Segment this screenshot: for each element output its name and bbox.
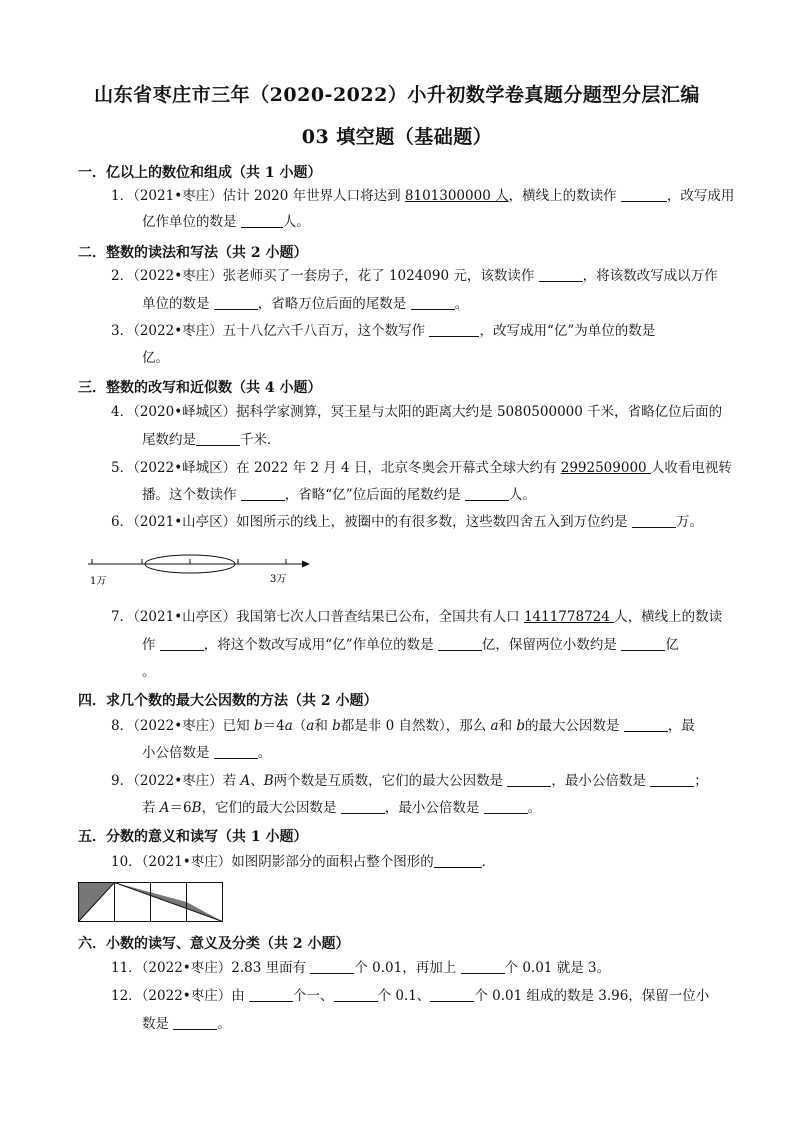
answer-blank[interactable]: [539, 267, 583, 282]
question-12-line-1: 12．（2022•枣庄）由 个一、 个 0.1、 个 0.01 组成的数是 3.96，保留一位小: [111, 988, 710, 1004]
answer-blank[interactable]: [173, 1015, 217, 1030]
question-7-line-1: 7．（2021•山亭区）我国第七次人口普查结果已公布，全国共有人口 1411778724 人，横线上的数读: [111, 609, 723, 625]
question-3-line-1: 3．（2022•枣庄）五十八亿六千八百万，这个数写作 ，改写成用“亿”为单位的数是: [111, 323, 656, 339]
answer-blank[interactable]: [438, 636, 482, 651]
answer-blank[interactable]: [465, 486, 509, 501]
shaded-rectangle-figure: [78, 882, 226, 924]
question-5-line-2: 播。这个数读作 ，省略“亿”位后面的尾数约是 人。: [142, 487, 536, 503]
section-heading-4: 四．求几个数的最大公因数的方法（共 2 小题）: [78, 693, 378, 709]
label-1-wan: 1万: [90, 576, 107, 587]
question-2-line-1: 2．（2022•枣庄）张老师买了一套房子，花了 1024090 元，该数读作 ，将该数改写成以万作: [111, 268, 718, 284]
question-10-line-1: 10．（2021•枣庄）如图阴影部分的面积占整个图形的 ．: [111, 854, 496, 870]
question-12-line-2: 数是 。: [142, 1016, 231, 1032]
question-7-line-3: 。: [142, 664, 156, 680]
answer-blank[interactable]: [196, 431, 240, 446]
answer-blank[interactable]: [341, 799, 385, 814]
question-4-line-2: 尾数约是 千米．: [142, 432, 281, 448]
section-heading-3: 三．整数的改写和近似数（共 4 小题）: [78, 380, 322, 396]
question-8-line-1: 8．（2022•枣庄）已知 b＝4a（a和 b都是非 0 自然数），那么 a和 b的最大公因数是 ，最: [111, 718, 695, 734]
question-8-line-2: 小公倍数是 。: [142, 745, 272, 761]
answer-blank[interactable]: [650, 772, 694, 787]
section-heading-1: 一．亿以上的数位和组成（共 1 小题）: [78, 165, 322, 181]
question-6-line-1: 6．（2021•山亭区）如图所示的线上，被圈中的有很多数，这些数四舍五入到万位约是 万。: [111, 514, 703, 530]
question-9-line-2: 若 A＝6B，它们的最大公因数是 ，最小公倍数是 。: [142, 800, 542, 816]
answer-blank[interactable]: [160, 636, 204, 651]
answer-blank[interactable]: [310, 959, 354, 974]
answer-blank[interactable]: [434, 853, 482, 868]
section-heading-5: 五．分数的意义和读写（共 1 小题）: [78, 829, 308, 845]
answer-blank[interactable]: [241, 213, 283, 228]
question-2-line-2: 单位的数是 ，省略万位后面的尾数是 。: [142, 296, 469, 312]
question-7-line-2: 作 ，将这个数改写成用“亿”作单位的数是 亿，保留两位小数约是 亿: [142, 637, 679, 653]
number-line-figure: [80, 548, 320, 590]
answer-blank[interactable]: [430, 987, 474, 1002]
answer-blank[interactable]: [411, 295, 455, 310]
answer-blank[interactable]: [624, 717, 668, 732]
answer-blank[interactable]: [241, 486, 285, 501]
answer-blank[interactable]: [484, 799, 528, 814]
answer-blank[interactable]: [621, 187, 667, 202]
diagonal-line: [115, 883, 223, 922]
section-heading-6: 六．小数的读写、意义及分类（共 2 小题）: [78, 936, 350, 952]
answer-blank[interactable]: [632, 513, 676, 528]
answer-blank[interactable]: [507, 772, 551, 787]
question-5-line-1: 5．（2022•峄城区）在 2022 年 2 月 4 日，北京冬奥会开幕式全球大约有 2992509000 人收看电视转: [111, 460, 732, 476]
answer-blank[interactable]: [621, 636, 665, 651]
answer-blank[interactable]: [214, 744, 258, 759]
document-title: 山东省枣庄市三年（2020-2022）小升初数学卷真题分题型分层汇编: [94, 84, 700, 106]
arrow-head-icon: [302, 561, 310, 568]
underlined-number: 2992509000: [560, 460, 651, 476]
answer-blank[interactable]: [461, 959, 505, 974]
section-heading-2: 二．整数的读法和写法（共 2 小题）: [78, 245, 308, 261]
question-3-line-2: 亿。: [142, 350, 169, 366]
question-11-line-1: 11．（2022•枣庄）2.83 里面有 个 0.01，再加上 个 0.01 就是 3。: [111, 960, 611, 976]
answer-blank[interactable]: [249, 987, 293, 1002]
answer-blank[interactable]: [429, 322, 479, 337]
underlined-number: 1411778724: [523, 609, 615, 625]
label-3-wan: 3万: [270, 574, 287, 585]
document-subtitle: 03 填空题（基础题）: [301, 126, 493, 148]
question-4-line-1: 4．（2020•峄城区）据科学家测算，冥王星与太阳的距离大约是 5080500000 千米，省略亿位后面的: [111, 404, 723, 420]
underlined-number: 8101300000 人: [404, 188, 509, 204]
answer-blank[interactable]: [334, 987, 378, 1002]
question-1-line-1: 1．（2021•枣庄）估计 2020 年世界人口将达到 8101300000 人，横线上的数读作 ，改写成用: [111, 188, 735, 204]
question-1-line-2: 亿作单位的数是 人。: [142, 214, 310, 230]
question-9-line-1: 9．（2022•枣庄）若 A、B两个数是互质数，它们的最大公因数是 ，最小公倍数是 ；: [111, 773, 708, 789]
answer-blank[interactable]: [214, 295, 258, 310]
